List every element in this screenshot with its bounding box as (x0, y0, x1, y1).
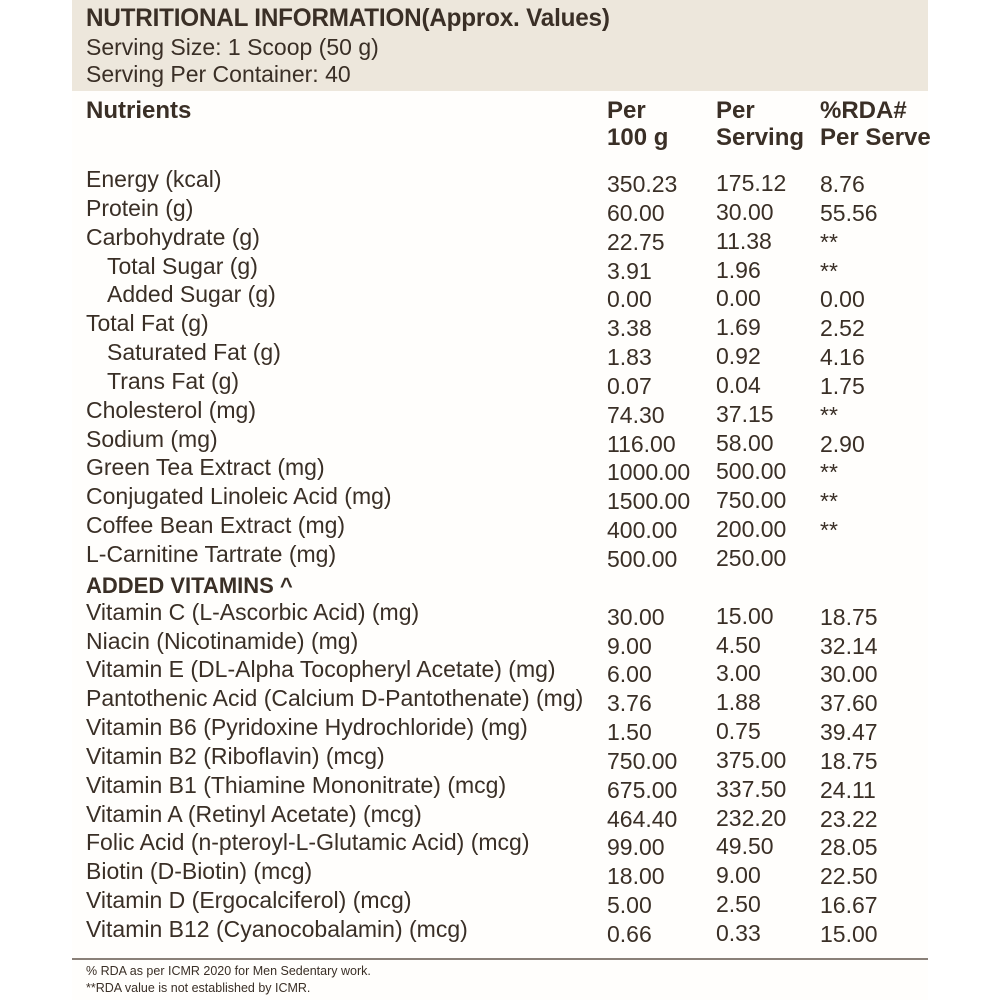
value-per-100g: 0.00 (607, 286, 652, 313)
value-rda: 16.67 (820, 892, 878, 919)
nutrient-name: Vitamin B12 (Cyanocobalamin) (mcg) (86, 915, 468, 942)
value-rda: 37.60 (820, 690, 878, 717)
value-per-serving: 37.15 (716, 400, 774, 427)
nutrient-name: Coffee Bean Extract (mg) (86, 512, 346, 539)
nutrient-name: Niacin (Nicotinamide) (mg) (86, 627, 359, 654)
value-rda: ** (820, 257, 838, 284)
value-per-100g: 400.00 (607, 517, 678, 544)
nutrient-name: L-Carnitine Tartrate (mg) (86, 540, 337, 567)
nutrient-row (0, 541, 1000, 570)
nutrient-name: Green Tea Extract (mg) (86, 454, 325, 481)
nutrient-row (0, 714, 1000, 746)
nutrient-row (0, 368, 1000, 397)
value-rda: 4.16 (820, 344, 865, 371)
nutrient-row (0, 397, 1000, 426)
nutrient-row (0, 195, 1000, 224)
column-header-nutrients: Nutrients (86, 97, 192, 124)
value-per-serving: 175.12 (716, 170, 787, 196)
value-rda: ** (820, 517, 838, 544)
serving-size: Serving Size: 1 Scoop (50 g) (86, 34, 379, 60)
nutrient-name: Added Sugar (g) (107, 281, 276, 308)
value-per-serving: 250.00 (716, 544, 787, 571)
value-per-100g: 750.00 (607, 747, 678, 774)
nutrient-row (0, 512, 1000, 544)
nutrient-row (0, 685, 1000, 717)
value-per-serving: 337.50 (716, 775, 787, 802)
nutrient-name: Vitamin D (Ergocalciferol) (mcg) (86, 887, 412, 914)
nutrient-row (0, 628, 1000, 657)
nutrient-name: Conjugated Linoleic Acid (mg) (86, 483, 392, 510)
nutrient-row (0, 772, 1000, 801)
value-per-100g: 74.30 (607, 401, 665, 428)
value-per-serving: 1.69 (716, 314, 761, 341)
nutrient-row (0, 224, 1000, 253)
value-rda: 32.14 (820, 632, 878, 659)
nutrition-title: NUTRITIONAL INFORMATION(Approx. Values) (86, 4, 610, 32)
value-per-serving: 375.00 (716, 746, 787, 773)
nutrient-name: Energy (kcal) (86, 166, 222, 192)
value-rda: 30.00 (820, 661, 878, 688)
value-per-serving: 2.50 (716, 891, 761, 918)
nutrient-name: ADDED VITAMINS ^ (86, 572, 293, 598)
column-header-per-100g: Per 100 g (607, 97, 669, 151)
value-per-serving: 750.00 (716, 487, 787, 514)
value-rda: 18.75 (820, 603, 878, 630)
column-header-per-serving: Per Serving (716, 97, 805, 151)
nutrient-table (0, 166, 1000, 945)
nutrient-name: Sodium (mg) (86, 425, 218, 452)
value-per-serving: 3.00 (716, 660, 761, 687)
value-rda: 39.47 (820, 719, 878, 746)
value-rda: 55.56 (820, 199, 878, 226)
value-per-100g: 3.76 (607, 690, 652, 717)
value-per-100g: 60.00 (607, 199, 665, 226)
nutrient-row (0, 916, 1000, 945)
value-rda: ** (820, 459, 838, 486)
value-rda: 22.50 (820, 863, 878, 890)
value-per-100g: 675.00 (607, 776, 678, 803)
nutrient-row (0, 599, 1000, 628)
value-per-serving: 4.50 (716, 631, 761, 658)
value-per-100g: 0.66 (607, 920, 652, 947)
nutrient-name: Biotin (D-Biotin) (mcg) (86, 858, 313, 885)
nutrient-name: Protein (g) (86, 194, 194, 221)
value-per-serving: 0.00 (716, 285, 761, 312)
value-rda: 2.52 (820, 315, 865, 342)
nutrient-row (0, 310, 1000, 342)
value-per-serving: 9.00 (716, 862, 761, 889)
value-rda: 28.05 (820, 834, 878, 861)
nutrient-row (0, 801, 1000, 830)
nutrient-name: Trans Fat (g) (107, 367, 240, 394)
value-per-100g: 116.00 (607, 430, 676, 457)
value-rda: 23.22 (820, 805, 878, 832)
footnote-rda-not-established: **RDA value is not established by ICMR. (86, 981, 311, 995)
nutrient-row (0, 743, 1000, 772)
nutrient-name: Folic Acid (n-pteroyl-L-Glutamic Acid) (mcg) (86, 829, 530, 856)
serving-per-container: Serving Per Container: 40 (86, 61, 351, 87)
value-per-serving: 232.20 (716, 804, 787, 831)
value-per-100g: 1000.00 (607, 459, 691, 486)
column-header-rda: %RDA# Per Serve (820, 97, 931, 151)
value-rda: 0.00 (820, 286, 865, 313)
value-per-serving: 1.88 (716, 689, 761, 716)
value-per-100g: 99.00 (607, 834, 665, 861)
value-per-serving: 0.04 (716, 371, 761, 398)
nutrient-row (0, 656, 1000, 688)
nutrient-row (0, 281, 1000, 313)
nutrient-name: Total Sugar (g) (107, 252, 258, 279)
nutrient-row (0, 253, 1000, 282)
value-per-100g: 22.75 (607, 228, 665, 255)
value-per-100g: 18.00 (607, 863, 665, 890)
nutrient-row (0, 166, 1000, 195)
value-per-serving: 15.00 (716, 602, 774, 629)
value-per-100g: 1.83 (607, 344, 652, 371)
value-per-serving: 30.00 (716, 198, 774, 225)
value-rda: 24.11 (820, 776, 876, 803)
value-per-serving: 0.33 (716, 919, 761, 946)
value-rda: ** (820, 488, 838, 515)
value-rda: 18.75 (820, 747, 878, 774)
value-per-serving: 0.75 (716, 718, 761, 745)
value-per-serving: 0.92 (716, 343, 761, 370)
value-rda: ** (820, 401, 838, 428)
value-per-100g: 6.00 (607, 661, 652, 688)
nutrient-row (0, 454, 1000, 486)
nutrient-name: Vitamin A (Retinyl Acetate) (mcg) (86, 800, 422, 827)
value-per-100g: 0.07 (607, 372, 652, 399)
footnote-divider (72, 958, 928, 960)
footnote-rda-source: % RDA as per ICMR 2020 for Men Sedentary work. (86, 964, 371, 978)
nutrient-name: Pantothenic Acid (Calcium D-Pantothenate) (mg) (86, 685, 584, 712)
value-rda: ** (820, 228, 838, 255)
nutrient-row (0, 887, 1000, 919)
value-per-100g: 500.00 (607, 545, 678, 572)
nutrient-name: Carbohydrate (g) (86, 223, 260, 250)
value-per-100g: 1500.00 (607, 488, 691, 515)
nutrient-name: Vitamin B6 (Pyridoxine Hydrochloride) (mg) (86, 714, 528, 741)
nutrient-row (0, 426, 1000, 455)
value-per-100g: 3.91 (607, 257, 652, 284)
nutrient-name: Vitamin E (DL-Alpha Tocopheryl Acetate) (mg) (86, 656, 556, 683)
value-rda: 8.76 (820, 171, 865, 197)
value-per-serving: 58.00 (716, 429, 774, 456)
nutrient-name: Vitamin C (L-Ascorbic Acid) (mg) (86, 598, 420, 625)
value-per-100g: 30.00 (607, 603, 665, 630)
nutrient-name: Vitamin B2 (Riboflavin) (mcg) (86, 742, 385, 769)
section-header (0, 570, 1000, 599)
value-per-100g: 350.23 (607, 171, 678, 197)
value-per-serving: 11.38 (716, 227, 772, 254)
value-per-100g: 9.00 (607, 632, 652, 659)
nutrient-row (0, 829, 1000, 861)
nutrient-name: Total Fat (g) (86, 310, 209, 337)
value-per-100g: 3.38 (607, 315, 652, 342)
value-per-serving: 200.00 (716, 516, 787, 543)
value-rda: 15.00 (820, 920, 878, 947)
value-per-serving: 500.00 (716, 458, 787, 485)
value-per-100g: 1.50 (607, 719, 652, 746)
value-per-100g: 464.40 (607, 805, 678, 832)
nutrient-row (0, 339, 1000, 371)
value-per-serving: 49.50 (716, 833, 774, 860)
nutrient-row (0, 483, 1000, 515)
value-per-100g: 5.00 (607, 892, 652, 919)
nutrient-row (0, 858, 1000, 890)
value-rda: 1.75 (820, 372, 865, 399)
nutrient-name: Vitamin B1 (Thiamine Mononitrate) (mcg) (86, 771, 507, 798)
nutrient-name: Cholesterol (mg) (86, 396, 256, 423)
value-per-serving: 1.96 (716, 256, 761, 283)
nutrient-name: Saturated Fat (g) (107, 339, 281, 366)
value-rda: 2.90 (820, 430, 865, 457)
